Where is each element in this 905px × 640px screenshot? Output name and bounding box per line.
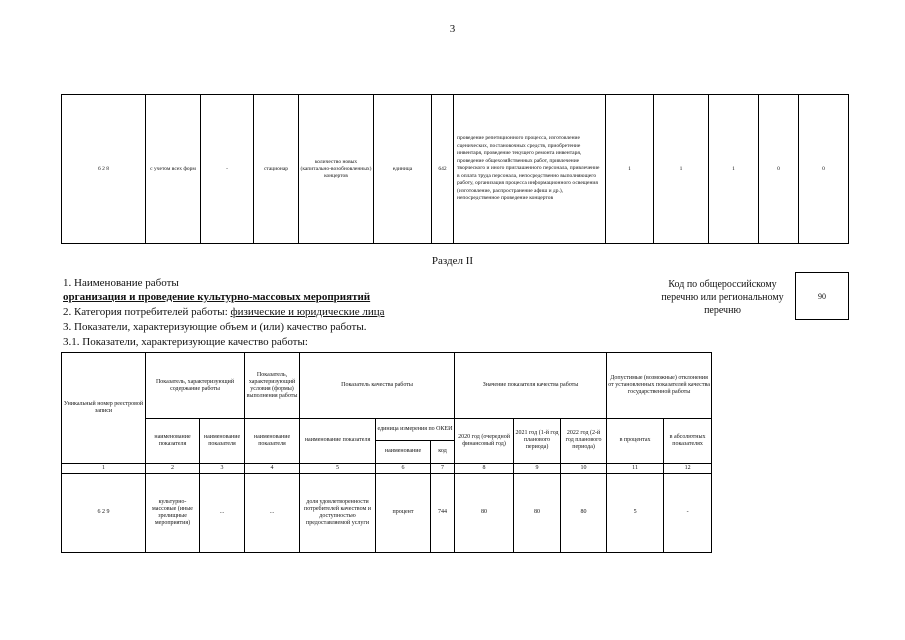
column-number-cell: 12 xyxy=(664,463,712,473)
header-cell: единица измерения по ОКЕИ xyxy=(376,419,455,441)
column-number-cell: 5 xyxy=(300,463,376,473)
content-indicator-cell: ... xyxy=(200,473,245,552)
section-title: Раздел II xyxy=(431,255,474,267)
value-cell: 1 xyxy=(709,95,759,244)
column-number-cell: 8 xyxy=(455,463,514,473)
content-indicator-cell: - xyxy=(201,95,254,244)
header-cell: Значение показателя качества работы xyxy=(455,353,607,419)
consumer-category-value: физические и юридические лица xyxy=(230,306,385,318)
column-number-cell: 10 xyxy=(561,463,607,473)
header-cell: наименование показателя xyxy=(200,419,245,463)
value-cell: 0 xyxy=(759,95,799,244)
registry-number-cell: 6 2 9 xyxy=(62,473,146,552)
unit-code-cell: 744 xyxy=(431,473,455,552)
quality-indicators-heading: 3.1. Показатели, характеризующие качество работы: xyxy=(63,336,308,348)
header-cell: наименование показателя xyxy=(146,419,200,463)
unit-name-cell: единица xyxy=(374,95,432,244)
header-cell: Показатель, характеризующий содержание работы xyxy=(146,353,245,419)
content-indicator-cell: с учетом всех форм xyxy=(146,95,201,244)
deviation-percent-cell: 5 xyxy=(607,473,664,552)
deviation-absolute-cell: - xyxy=(664,473,712,552)
registry-number-cell: 6 2 8 xyxy=(62,95,146,244)
value-cell: 1 xyxy=(654,95,709,244)
header-cell: 2021 год (1-й год планового периода) xyxy=(514,419,561,463)
work-name-label: 1. Наименование работы xyxy=(63,277,179,289)
column-number-cell: 6 xyxy=(376,463,431,473)
column-number-cell: 1 xyxy=(62,463,146,473)
value-cell: 80 xyxy=(514,473,561,552)
header-cell: в абсолютных показателях xyxy=(664,419,712,463)
classifier-code-value: 90 xyxy=(818,291,826,301)
table-row xyxy=(62,95,849,244)
header-cell: наименование xyxy=(376,441,431,463)
table-header-row xyxy=(62,353,712,419)
column-number-cell: 11 xyxy=(607,463,664,473)
header-cell: Показатель качества работы xyxy=(300,353,455,419)
unit-name-cell: процент xyxy=(376,473,431,552)
quality-indicators-table xyxy=(61,352,712,553)
condition-cell: ... xyxy=(245,473,300,552)
table-row xyxy=(62,473,712,552)
indicator-name-cell: доля удовлетворенности потребителей качеством и доступностью предоставляемой услуги xyxy=(300,473,376,552)
header-cell: Показатель, характеризующий условия (формы) выполнения работы xyxy=(245,353,300,419)
header-cell: наименование показателя xyxy=(300,419,376,463)
value-cell: 0 xyxy=(799,95,849,244)
value-cell: 80 xyxy=(455,473,514,552)
page-number: 3 xyxy=(449,23,456,35)
table-header-row xyxy=(62,419,712,441)
content-indicator-cell: культурно-массовые (иные зрелищные мероприятия) xyxy=(146,473,200,552)
consumer-category-line xyxy=(63,306,384,319)
column-number-cell: 7 xyxy=(431,463,455,473)
value-cell: 80 xyxy=(561,473,607,552)
indicator-name-cell: количество новых (капитально-возобновленных) концертов xyxy=(299,95,374,244)
column-number-row xyxy=(62,463,712,473)
work-name-value: организация и проведение культурно-массовых мероприятий xyxy=(63,291,371,303)
column-number-cell: 3 xyxy=(200,463,245,473)
header-cell: 2022 год (2-й год планового периода) xyxy=(561,419,607,463)
consumer-category-label: 2. Категория потребителей работы: xyxy=(63,306,231,318)
column-number-cell: 2 xyxy=(146,463,200,473)
header-cell: наименование показателя xyxy=(245,419,300,463)
activity-table-continuation xyxy=(61,94,849,244)
classifier-code-box xyxy=(795,272,849,320)
header-cell: Допустимые (возможные) отклонения от установленных показателей качества государственной работы xyxy=(607,353,712,419)
header-cell: в процентах xyxy=(607,419,664,463)
column-number-cell: 9 xyxy=(514,463,561,473)
value-cell: 1 xyxy=(606,95,654,244)
header-cell: код xyxy=(431,441,455,463)
condition-cell: стационар xyxy=(254,95,299,244)
header-cell: 2020 год (очередной финансовый год) xyxy=(455,419,514,463)
work-description-cell: проведение репетиционного процесса, изготовление сценических, постановочных средств, приобретение инвентаря, проведение текущего ремонта инвентаря, проведение общехозяйственных работ, привлечение творческого и иного приглашенного персонала, привлечение в оплата труда персонала, непосредственно выполняющего работу, организация процесса информационного освещения (изготовление, распространение афиш и др.), непосредственное проведение концертов xyxy=(454,95,606,244)
header-cell: Уникальный номер реестровой записи xyxy=(62,353,146,464)
column-number-cell: 4 xyxy=(245,463,300,473)
classifier-code-label: Код по общероссийскому перечню или региональному перечню xyxy=(661,279,784,316)
indicators-heading: 3. Показатели, характеризующие объем и (или) качество работы. xyxy=(63,321,367,333)
unit-code-cell: 642 xyxy=(432,95,454,244)
